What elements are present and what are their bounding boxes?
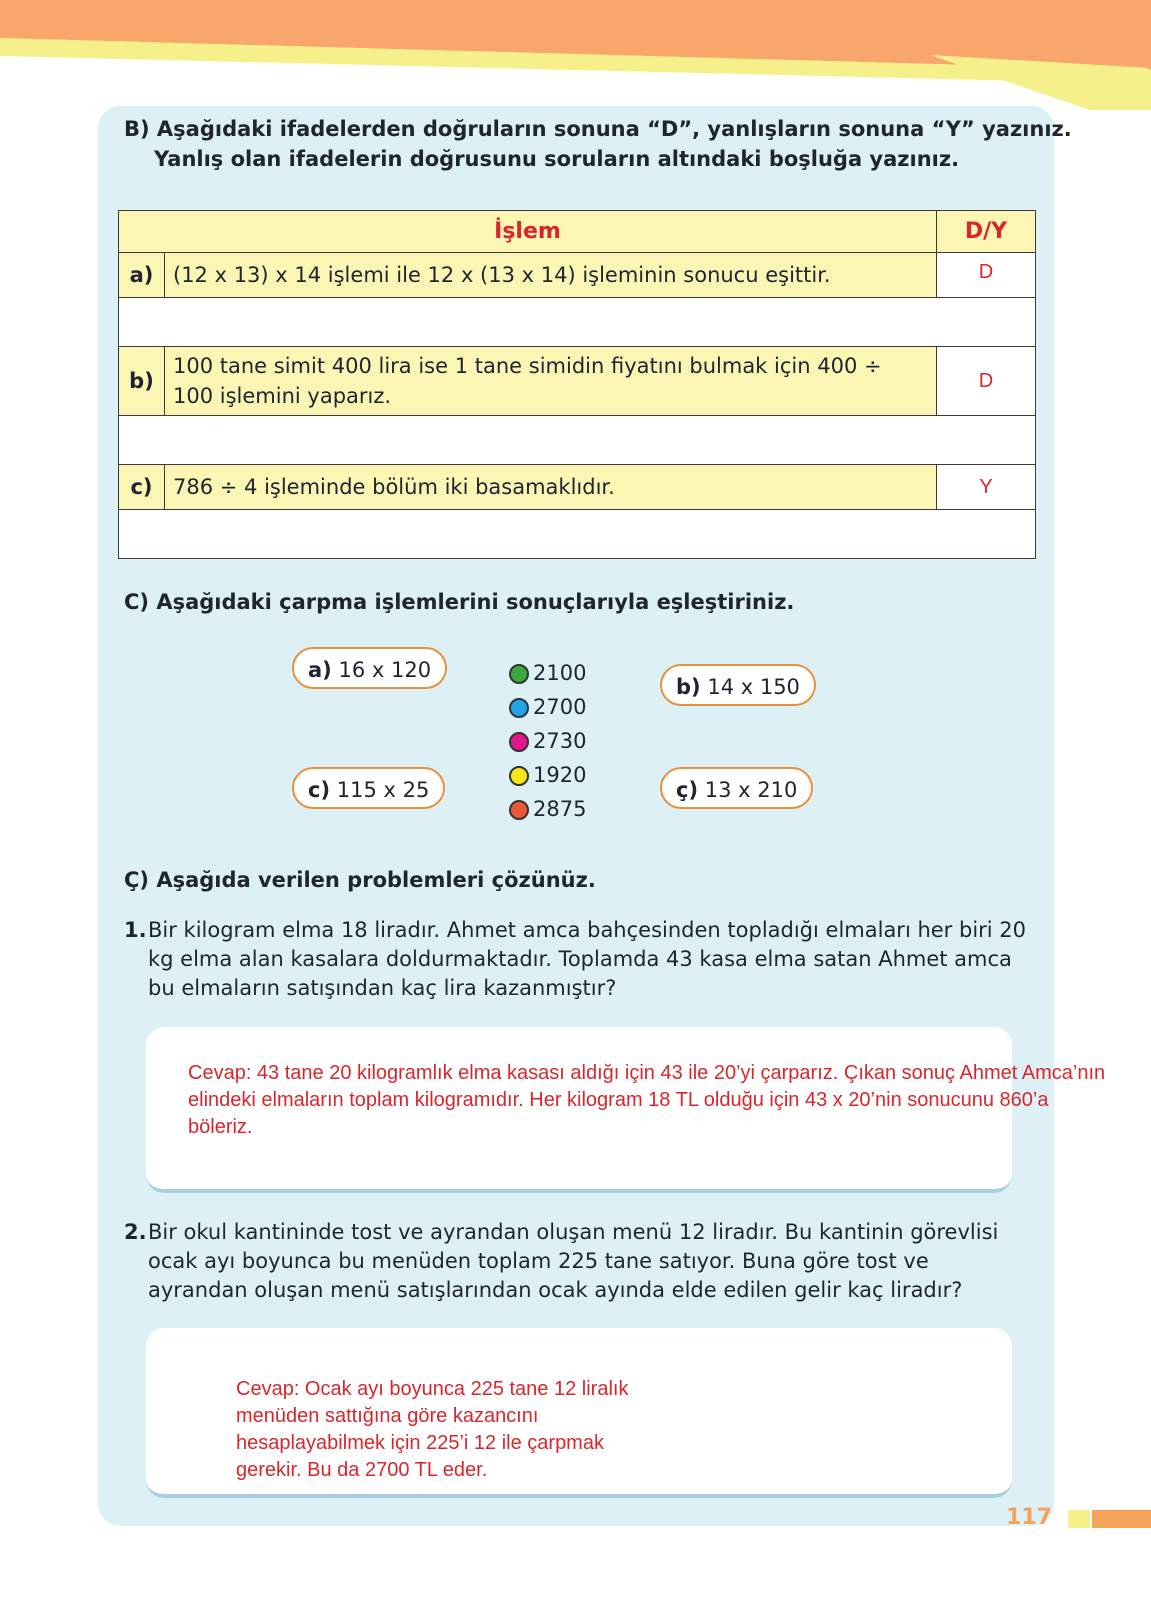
row-statement: 786 ÷ 4 işleminde bölüm iki basamaklıdır. <box>165 465 937 510</box>
page-number-decoration <box>1068 1510 1090 1528</box>
blue-dot-icon <box>509 698 529 718</box>
section-c-heading: C) Aşağıdaki çarpma işlemlerini sonuçlarıyla eşleştiriniz. <box>124 590 795 614</box>
operation-label: b) <box>676 675 701 699</box>
section-b-heading-line1: B) Aşağıdaki ifadelerden doğruların sonuna “D”, yanlışların sonuna “Y” yazınız. <box>124 117 1072 141</box>
answer-line: menüden sattığına göre kazancını <box>236 1405 539 1427</box>
result-value: 2730 <box>533 729 587 753</box>
green-dot-icon <box>509 664 529 684</box>
operation-expression: 14 x 150 <box>707 675 800 699</box>
section-b-heading-line2: Yanlış olan ifadelerin doğrusunu soruların altındaki boşluğa yazınız. <box>154 147 960 171</box>
operation-expression: 115 x 25 <box>336 778 430 802</box>
result-item[interactable] <box>509 727 586 755</box>
problem-text: Bir okul kantininde tost ve ayrandan oluşan menü 12 liradır. Bu kantinin görevlisi ocak ayı boyunca bu menüden toplam 225 tane satıyor. Buna göre tost ve ayrandan oluşan menü satışlarından ocak ayında elde edilen gelir kaç liradır? <box>148 1220 999 1302</box>
magenta-dot-icon <box>509 732 529 752</box>
problem-number: 1. <box>124 918 147 942</box>
header-decoration <box>0 0 1151 110</box>
problem-1 <box>124 916 1034 1003</box>
correction-row[interactable] <box>119 510 1036 559</box>
problem-2 <box>124 1218 1034 1305</box>
answer-cell[interactable]: Y <box>937 465 1036 510</box>
result-value: 2100 <box>533 661 587 685</box>
operation-cc[interactable] <box>660 767 813 809</box>
true-false-table <box>118 210 1036 559</box>
answer-line: gerekir. Bu da 2700 TL eder. <box>236 1459 488 1481</box>
correction-row[interactable] <box>119 416 1036 465</box>
problem-text: Bir kilogram elma 18 liradır. Ahmet amca bahçesinden topladığı elmaları her biri 20 kg elma alan kasalara doldurmaktadır. Toplamda 43 kasa elma satan Ahmet amca bu elmaların satışından kaç lira kazanmıştır? <box>148 918 1027 1000</box>
result-value: 1920 <box>533 763 587 787</box>
answer-line: böleriz. <box>188 1116 253 1138</box>
problem-number: 2. <box>124 1220 147 1244</box>
operation-expression: 13 x 210 <box>704 778 798 802</box>
operation-label: ç) <box>676 778 699 802</box>
row-label: b) <box>119 347 165 416</box>
row-label: a) <box>119 253 165 298</box>
correction-row[interactable] <box>119 298 1036 347</box>
table-row <box>119 347 1036 416</box>
answer-cell[interactable]: D <box>937 347 1036 416</box>
answer-text-2 <box>236 1376 628 1484</box>
result-item[interactable] <box>509 761 586 789</box>
operation-label: a) <box>308 658 332 682</box>
operation-b[interactable] <box>660 664 816 706</box>
operation-a[interactable] <box>292 647 447 689</box>
answer-line: hesaplayabilmek için 225’i 12 ile çarpmak <box>236 1432 604 1454</box>
answer-line: elindeki elmaların toplam kilogramıdır. Her kilogram 18 TL olduğu için 43 x 20’nin sonucunu 860’a <box>188 1089 1049 1111</box>
row-statement: 100 tane simit 400 lira ise 1 tane simidin fiyatını bulmak için 400 ÷ 100 işlemini yaparız. <box>165 347 937 416</box>
result-item[interactable] <box>509 659 586 687</box>
operation-label: c) <box>308 778 331 802</box>
section-b-heading <box>124 114 1072 174</box>
table-row <box>119 253 1036 298</box>
operation-expression: 16 x 120 <box>338 658 432 682</box>
answer-text-1 <box>188 1060 1105 1141</box>
page-number: 117 <box>1006 1505 1052 1530</box>
column-header-operation: İşlem <box>119 211 937 253</box>
result-value: 2700 <box>533 695 587 719</box>
result-item[interactable] <box>509 693 586 721</box>
orange-dot-icon <box>509 800 529 820</box>
answer-cell[interactable]: D <box>937 253 1036 298</box>
result-value: 2875 <box>533 797 587 821</box>
table-row <box>119 465 1036 510</box>
result-item[interactable] <box>509 795 586 823</box>
section-cc-heading: Ç) Aşağıda verilen problemleri çözünüz. <box>124 868 596 892</box>
page-number-decoration <box>1092 1510 1151 1528</box>
row-label: c) <box>119 465 165 510</box>
column-header-dy: D/Y <box>937 211 1036 253</box>
yellow-dot-icon <box>509 766 529 786</box>
operation-c[interactable] <box>292 767 445 809</box>
answer-line: Cevap: Ocak ayı boyunca 225 tane 12 liralık <box>236 1378 629 1400</box>
answer-line: Cevap: 43 tane 20 kilogramlık elma kasası aldığı için 43 ile 20’yi çarparız. Çıkan sonuç Ahmet Amca’nın <box>188 1062 1106 1084</box>
row-statement: (12 x 13) x 14 işlemi ile 12 x (13 x 14) işleminin sonucu eşittir. <box>165 253 937 298</box>
